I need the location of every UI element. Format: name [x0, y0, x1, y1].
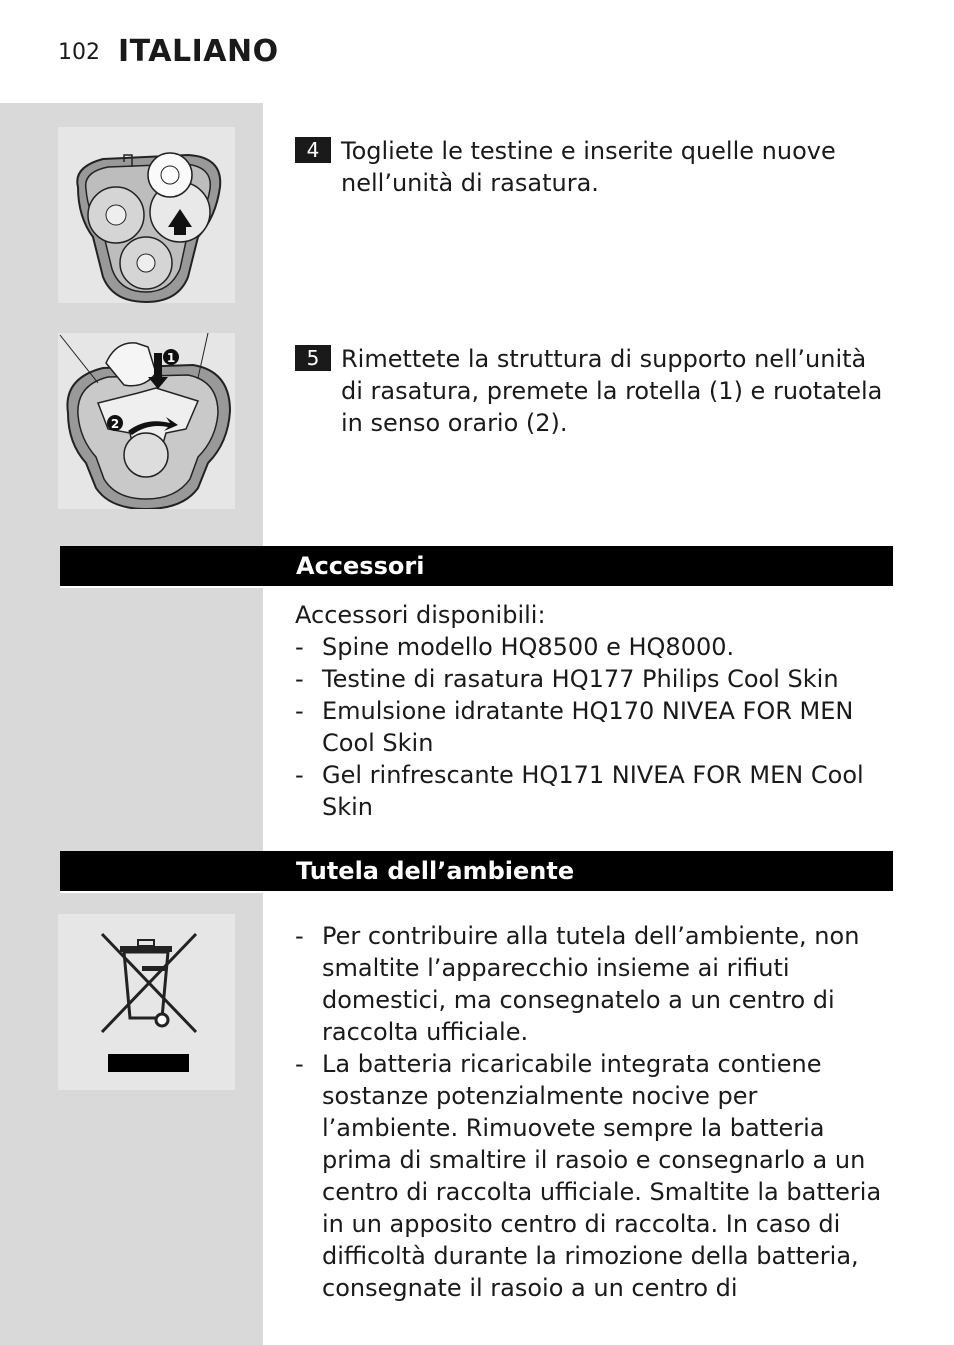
step-4 — [295, 135, 895, 199]
callout-2: 2 — [110, 417, 120, 431]
list-item: - Spine modello HQ8500 e HQ8000. — [295, 631, 895, 663]
page-number: 102 — [58, 40, 100, 65]
figure-pointer — [235, 343, 263, 363]
step-text: Togliete le testine e inserite quelle nuove nell’unità di rasatura. — [341, 137, 836, 197]
callout-1: 1 — [166, 351, 176, 365]
list-item: - Emulsione idratante HQ170 NIVEA FOR MEN Cool Skin — [295, 695, 895, 759]
figure-pointer — [235, 137, 263, 157]
section-title: Accessori — [296, 552, 425, 580]
figure-pointer — [235, 924, 263, 944]
step-5 — [295, 343, 895, 439]
page-language-title: ITALIANO — [118, 34, 279, 69]
list-item: - Testine di rasatura HQ177 Philips Cool Skin — [295, 663, 895, 695]
step-text: Rimettete la struttura di supporto nell’unità di rasatura, premete la rotella (1) e ruotatela in senso orario (2). — [341, 345, 883, 437]
list-item: - Gel rinfrescante HQ171 NIVEA FOR MEN Cool Skin — [295, 759, 895, 823]
accessories-intro: Accessori disponibili: — [295, 601, 546, 629]
environment-list — [295, 920, 895, 1304]
list-item: - La batteria ricaricabile integrata contiene sostanze potenzialmente nocive per l’ambiente. Rimuovete sempre la batteria prima di smaltire il rasoio e consegnarlo a un centro di raccolta ufficiale. Smaltite la batteria in un apposito centro di raccolta. In caso di difficoltà durante la rimozione della batteria, consegnate il rasoio a un centro di — [295, 1048, 895, 1304]
section-header-accessories — [60, 546, 893, 588]
accessories-list — [295, 631, 895, 823]
list-item: - Per contribuire alla tutela dell’ambiente, non smaltite l’apparecchio insieme ai rifiuti domestici, ma consegnatelo a un centro di raccolta ufficiale. — [295, 920, 895, 1048]
retaining-frame-illustration — [58, 333, 235, 509]
step-number-badge: 5 — [295, 345, 331, 371]
section-title: Tutela dell’ambiente — [296, 857, 575, 885]
shaving-unit-heads-illustration — [58, 127, 235, 303]
step-number-badge: 4 — [295, 137, 331, 163]
solid-bar-mark — [108, 1054, 189, 1072]
section-header-environment — [60, 851, 893, 893]
